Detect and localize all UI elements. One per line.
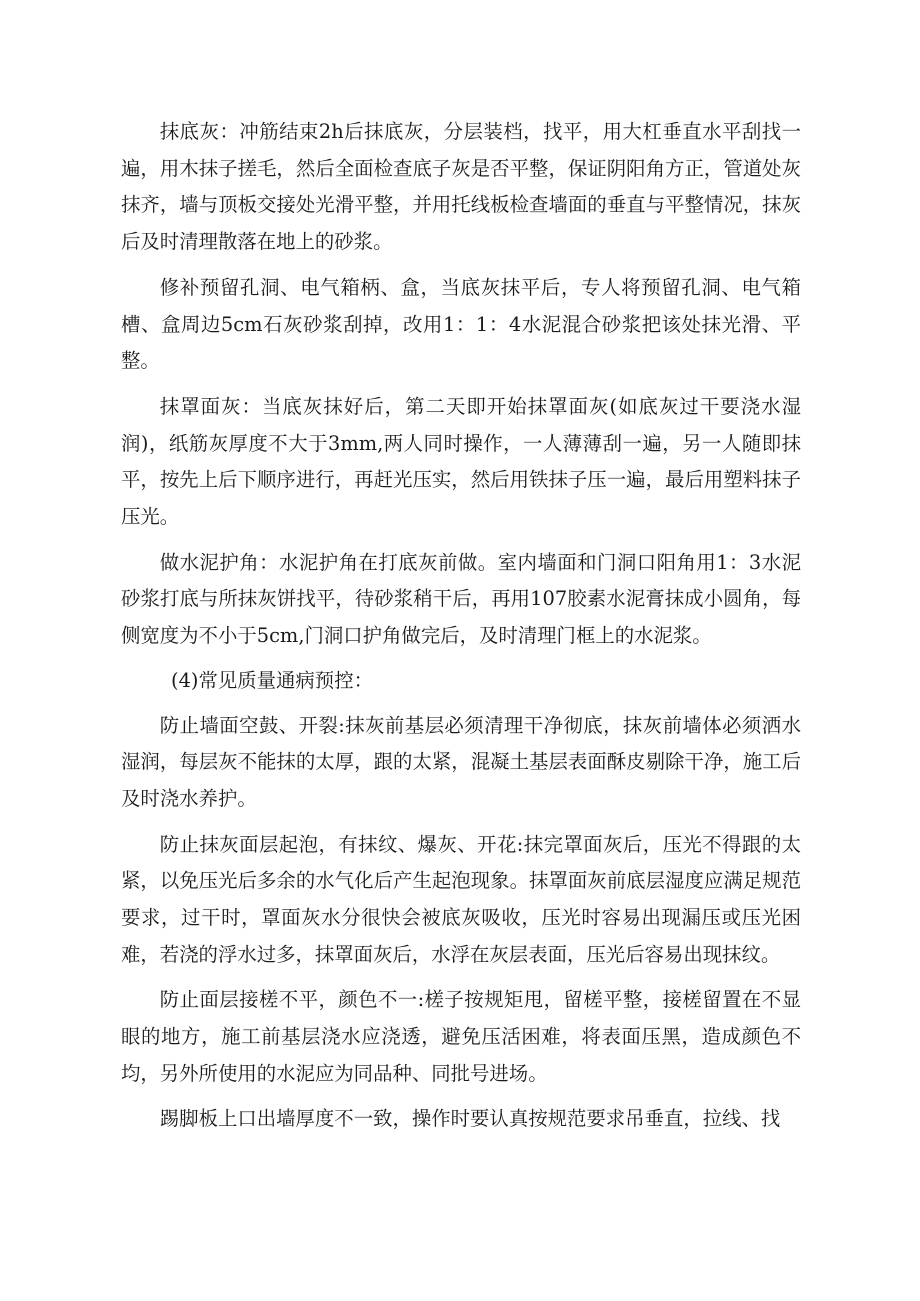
paragraph-base-coat: 抹底灰：冲筋结束2h后抹底灰，分层装档，找平，用大杠垂直水平刮找一遍，用木抹子搓毛，然后全面检查底子灰是否平整，保证阴阳角方正，管道处灰抹齐，墙与顶板交接处光滑平整，并用托线板检查墙面的垂直与平整情况，抹灰后及时清理散落在地上的砂浆。 [121,120,801,254]
paragraph-skirting: 踢脚板上口出墙厚度不一致，操作时要认真按规范要求吊垂直，拉线、找 [159,1106,781,1130]
document-body [121,114,801,1137]
paragraph-prevent-uneven-joints: 防止面层接槎不平，颜色不一:槎子按规矩甩，留槎平整，接槎留置在不显眼的地方，施工前基层浇水应浇透，避免压活困难，将表面压黑，造成颜色不均，另外所使用的水泥应为同品种、同批号进场。 [121,988,801,1085]
paragraph-cement-corner: 做水泥护角：水泥护角在打底灰前做。室内墙面和门洞口阳角用1：3水泥砂浆打底与所抹灰饼找平，待砂浆稍干后，再用107胶素水泥膏抹成小圆角，每侧宽度为不小于5cm,门洞口护角做完后，及时清理门框上的水泥浆。 [121,550,801,648]
section-heading: (4)常见质量通病预控： [171,668,373,692]
paragraph-prevent-hollowing: 防止墙面空鼓、开裂:抹灰前基层必须清理干净彻底，抹灰前墙体必须洒水湿润，每层灰不能抹的太厚，跟的太紧，混凝土基层表面酥皮剔除干净，施工后及时浇水养护。 [121,713,801,810]
paragraph-prevent-bubbling: 防止抹灰面层起泡，有抹纹、爆灰、开花:抹完罩面灰后，压光不得跟的太紧，以免压光后多余的水气化后产生起泡现象。抹罩面灰前底层湿度应满足规范要求，过干时，罩面灰水分很快会被底灰吸收，压光时容易出现漏压或压光困难，若浇的浮水过多，抹罩面灰后，水浮在灰层表面，压光后容易出现抹纹。 [121,832,801,966]
paragraph-finish-coat: 抹罩面灰：当底灰抹好后，第二天即开始抹罩面灰(如底灰过干要浇水湿润)，纸筋灰厚度不大于3mm,两人同时操作，一人薄薄刮一遍，另一人随即抹平，按先上后下顺序进行，再赶光压实，然后用铁抹子压一遍，最后用塑料抹子压光。 [121,394,801,529]
paragraph-repair-openings: 修补预留孔洞、电气箱柄、盒，当底灰抹平后，专人将预留孔洞、电气箱槽、盒周边5cm石灰砂浆刮掉，改用1：1：4水泥混合砂浆把该处抹光滑、平整。 [121,275,801,373]
